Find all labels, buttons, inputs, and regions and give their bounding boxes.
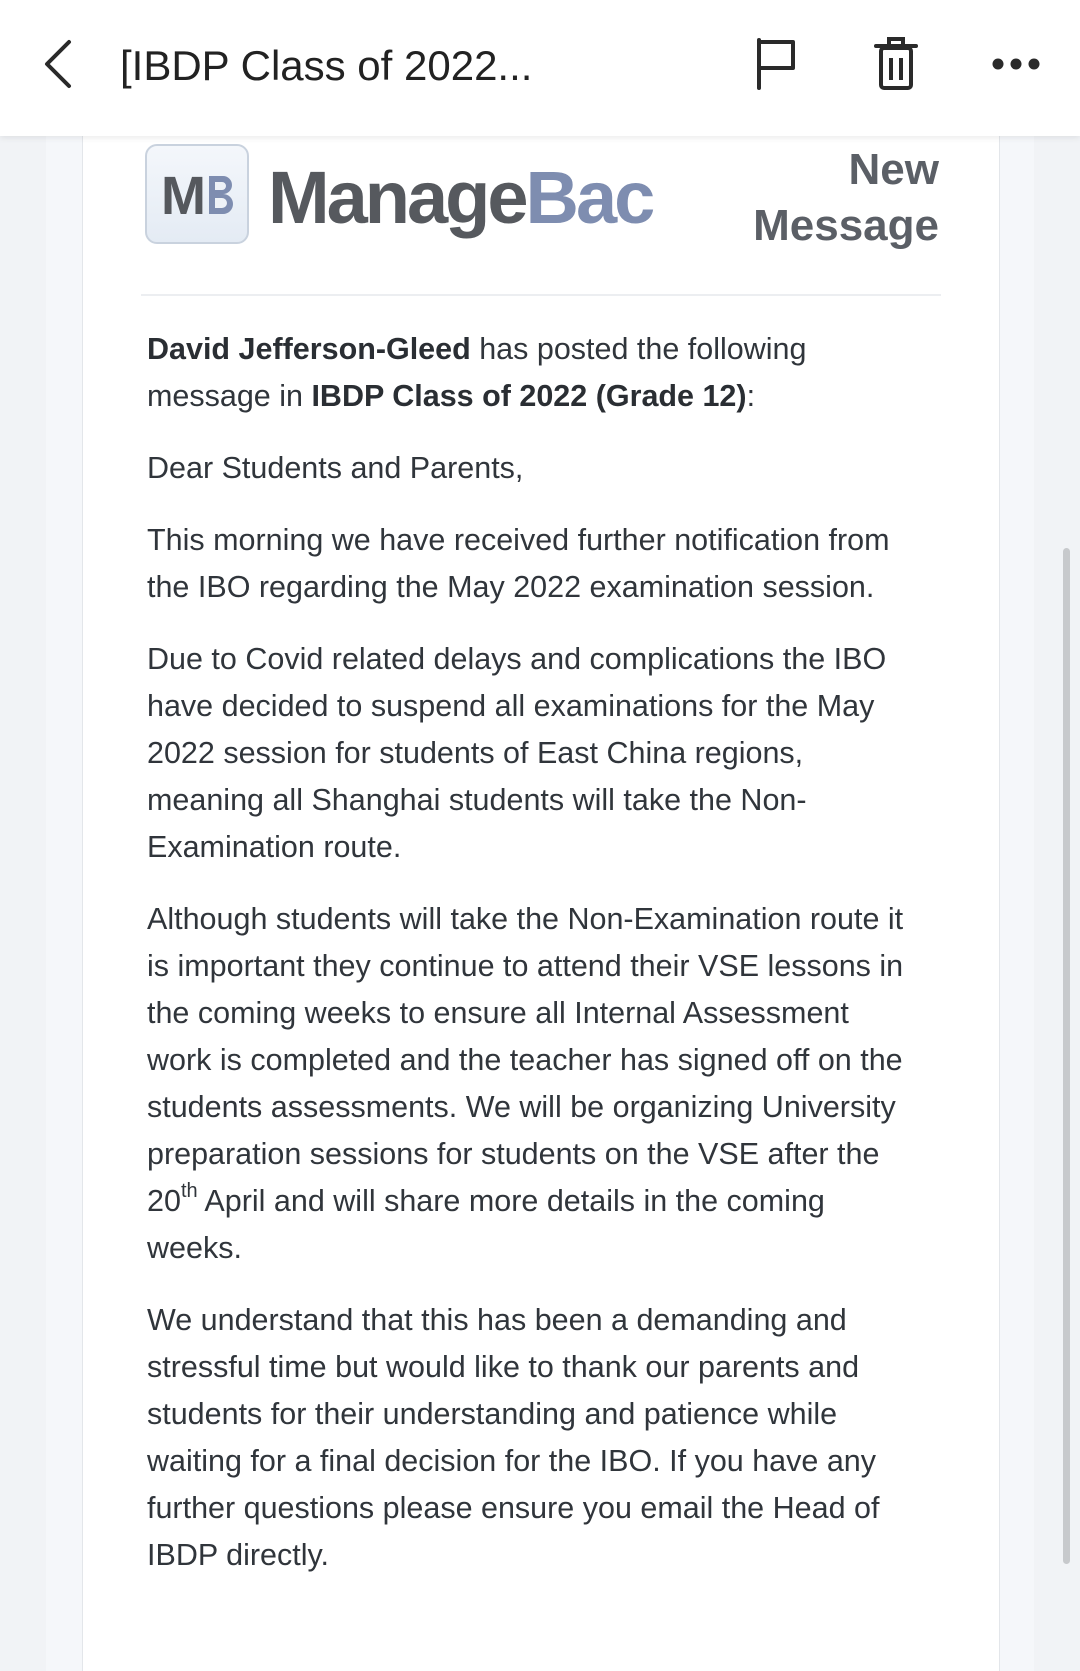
top-navigation-bar xyxy=(0,0,1080,136)
greeting: Dear Students and Parents, xyxy=(147,451,524,485)
wordmark-manage: Manage xyxy=(268,156,526,239)
group-name: IBDP Class of 2022 (Grade 12) xyxy=(311,379,747,413)
author-name: David Jefferson-Gleed xyxy=(147,332,471,366)
paragraph-2: Due to Covid related delays and complications the IBO have decided to suspend all examinations for the May 2022 session for students of East China regions, meaning all Shanghai students will take the Non-Examination route. xyxy=(147,642,887,864)
managebac-logo-icon xyxy=(157,166,237,222)
flag-icon xyxy=(753,36,799,92)
paragraph-3 xyxy=(147,896,917,1272)
flag-button[interactable] xyxy=(742,28,810,100)
paragraph-3-part-1: Although students will take the Non-Examination route it is important they continue to attend their VSE lessons in the coming weeks to ensure all Internal Assessment work is completed and the teacher has signed off on the students assessments. We will be organizing University preparation sessions for students on the VSE after the 20 xyxy=(147,902,904,1218)
more-options-button[interactable] xyxy=(982,28,1050,100)
new-message-badge xyxy=(699,142,939,254)
paragraph-3-part-2: April and will share more details in the coming weeks. xyxy=(147,1184,825,1265)
email-card xyxy=(82,136,1000,1671)
managebac-wordmark xyxy=(268,158,652,238)
logo-mark-letter: M xyxy=(161,166,206,222)
more-icon xyxy=(991,56,1041,72)
email-subject-title: [IBDP Class of 2022... xyxy=(120,42,533,89)
intro-paragraph xyxy=(147,326,917,420)
ordinal-superscript: th xyxy=(180,1180,198,1202)
trash-icon xyxy=(873,36,919,92)
header-divider xyxy=(141,294,941,296)
delete-button[interactable] xyxy=(862,28,930,100)
intro-colon: : xyxy=(746,379,756,413)
message-body xyxy=(147,326,917,1604)
back-button[interactable] xyxy=(30,28,86,100)
badge-line-1: New xyxy=(848,145,939,194)
paragraph-4: We understand that this has been a demanding and stressful time but would like to thank our parents and students for their understanding and patience while waiting for a final decision for the IBO. If you have any further questions please ensure you email the Head of IBDP directly. xyxy=(147,1303,880,1572)
paragraph-1: This morning we have received further notification from the IBO regarding the May 2022 examination session. xyxy=(147,523,890,604)
chevron-left-icon xyxy=(41,38,75,90)
managebac-logo-mark xyxy=(145,144,249,244)
intro-text: has posted the following message in xyxy=(147,332,807,413)
vertical-scrollbar[interactable] xyxy=(1063,548,1070,1564)
wordmark-bac: Bac xyxy=(525,156,653,239)
email-viewer xyxy=(46,136,1034,1671)
badge-line-2: Message xyxy=(753,201,939,250)
